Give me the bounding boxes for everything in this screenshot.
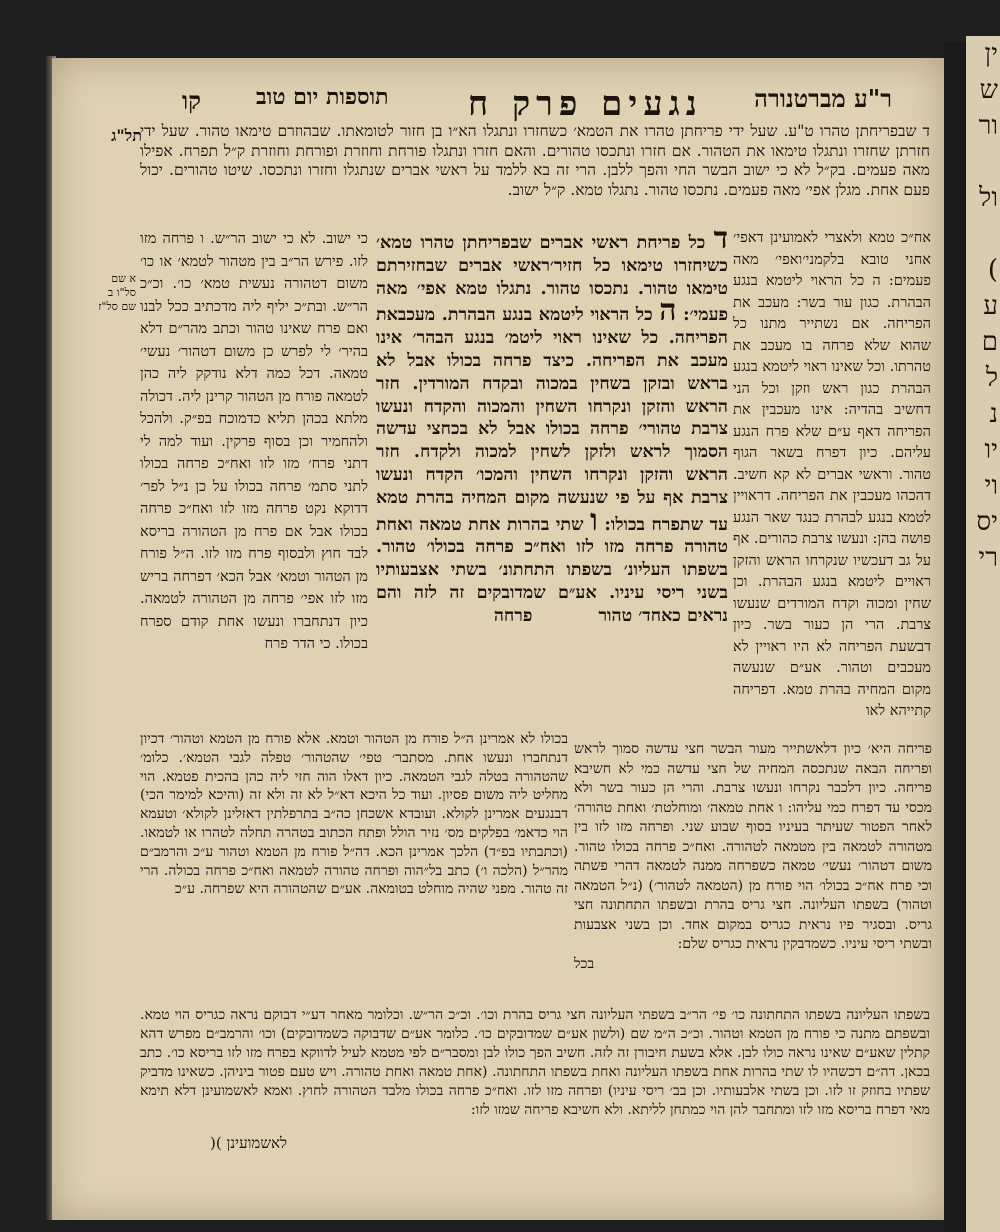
margin-note-top: תל"ג (111, 126, 142, 145)
header-right: ר"ע מברטנורה (754, 84, 892, 113)
commentary-top (140, 122, 930, 222)
commentary-left-text: כי ישוב. לא כי ישוב הר״ש. ו פרחה מזו לזו. פירש הר״ב בין מטהור לטמא׳ או כו׳ משום דטהורה נעשית טמא׳ כו׳. וכ״כ הר״ש. ובת״כ יליף ליה מדכתיב ככל לבנו ואם פרח שאינו טהור וכתב מהר״ם דלא בהיר׳ לי לפרש כן משום דטהור׳ נעשי׳ טמאה. דכל כמה דלא נודקק ליה כהן לטמאה פורח מן הטהור קרינן ליה. דכולה מלתא בכהן תליא כדמוכח בפ״ק. ולהכל ולהחמיר וכן בסוף פרקין. ועוד למה לי דתני פרח׳ מזו לזו ואח״כ פרחה בכולו לתני סתמ׳ פרחה בכולו על כן נ״ל לפר׳ דדוקא נקט פרחה מזו לזו ואח״כ פרחה בכולו אבל אם פרח מן הטהורה בריסא לבד חוץ ולבסוף פרח מזו לזו. ה״ל פורח מן הטהור וטמא׳ אבל הכא׳ דפרחה בריש מזו לזו אפי׳ פרחה מן הטהורה לטמאה. כיון דנתחברו ונעשו אחת קודם ספרח בכולו. כי הדר פרח (140, 231, 368, 652)
mishnah-paragraph (376, 228, 728, 628)
mishnah-text-3: שתי בהרות אחת טמאה ואחת טהורה פרחה מזו לזו ואח״כ פרחה בכולו׳ טהור. בשפתו העליונ׳ בשפתו התחתונ׳ בשתי אצבעותיו בשני ריסי עיניו. אע״ם שמדובקים זה לזה והם נראים כאחד׳ טהור (376, 514, 728, 626)
mishnah-catchword: פרחה (493, 605, 533, 626)
commentary-bottom-text: בשפתו העליונה בשפתו התחתונה כו׳ פי׳ הר״ב בשפתי העליונה חצי גריס בהרת וכו׳. וכ״כ הר״ש. וכלומר מאחר דע״י דבוקם נראה כגריס הוי טמא. ובשפתם מתנה כי פורח מן הטמא וטהור. וכ״כ ה״מ שם (ולשון אע״ם שמדובקים כו׳. כלומר אע״ם שדבוקה כשמדובקים) וכו׳ והרמב״ם מפרש דהא קתלין שאע״ם שאינו נראה כולו לבן. אלא בשעת חיבורן זה לזה. חשיב הפך כולו לבן ומסבר״ם לפי מטמא לעיל לדווקא בפרח מזו לזו בריסא כו׳. כתב בכאן. דה״ם דכשהיו לו שתי בהרות אחת בשפתו העליונה ואחת בשפתו התחתונה. (אחת טמאה ואחת טהורה. ויש טעם פטור ביניהן. כשאינו מדביק שפתיו בחוזק זו לזו. וכן בשתי אלבעותיו. וכן בב׳ ריסי עיניו) ופרחה מזו לזו. ואח״כ פרחה בכולו מלבד הטהורה לחוץ. ואמא לאשמועינן דלא תימא מאי דפרח בריסא מזו לזו ומתחבר להן הוי כמתחן לליתא. ולא חשיבא פריחה שמזו לזו: (140, 1007, 930, 1118)
mishnah-letter-2: ה (659, 293, 677, 329)
header-left: תוספות יום טוב (256, 84, 389, 110)
commentary-lower-right (574, 740, 932, 996)
header-center: נגעים פרק ח (468, 84, 703, 124)
mishnah-letter-1: ד (713, 228, 728, 256)
commentary-right (733, 228, 931, 738)
margin-note-side: א שם סל"ו ב שם סל"ז (98, 272, 136, 313)
mishnah-text-1: כל פריחת ראשי אברים שבפריחתן טהרו טמא׳ כשיחזרו טימאו כל חזיר׳ראשי אברים שבחזירתם טימאו טהור. נתכסו טהור. נתגלו טמא אפי׳ מאה פעמי׳: (376, 233, 728, 326)
commentary-top-text: ד שבפריחתן טהרו ט"ע. שעל ידי פריחתן טהרו את הטמא׳ כשחזרו ונתגלו הא״ו בן חזור לטומאתו. שבהוזרם טימאו טהור. שעל ידי חזרתן שחזרו ונתגלו טימאו את הטהור. אם חזרו ונתכסו טהורים. והאם חזרו ונתגלו פורחת וחוזרת ופורחת וחוזרת ק״ל תפרח. אפילו מאה פעמים. בק״ל לא כי ישוב הבשר החי והפך ללבן. הרי זה בא ללמד על ראשי אברים שנתגלו וחזרו ונתכסו. שיטו טהורים. יכול פעם אחת. מגלן אפי׳ מאה פעמים. נתכסו טהור. נתגלו טמא. ק״ל ישוב. (140, 122, 930, 199)
catchword-lower-right: בכל (574, 955, 595, 972)
end-catchword: לאשמועינן )( (210, 1134, 287, 1152)
commentary-left (140, 228, 368, 728)
commentary-lower-right-text: פריחה היא׳ כיון דלאשתייר מעור הבשר חצי עדשה סמוך לראש ופריחה הבאה שנתכסה המחיה של חצי עדשה כמי לא חשיבא פריחה. כיון דלכבר נקרחו ונעשו צרבת. והרי הן כעור בשר ולא מכסי עד דפרח כמי עליהו: ו אחת טמאה׳ ומוחלטת׳ ואחת טהורה׳ לאחר הפטור שעיתר בעיניו בסוף שבוע שני. ופרחה מזו לזו בין מטהורה לטמאה בין מטמאה לטהורה. ואח״כ פרחה בכולו טהור. משום דטהור׳ נעשי׳ טמאה כשפרחה ממנה לטמאה דהרי פשתה וכי פרח אח״כ בכולו׳ הוי פורח מן (הטמאה לטהור׳) (נ״ל הטמאה וטהור) בשפתו העליונה. חצי גריס בהרת ובשפתו התחתונה חצי גריס. ובסגיר פיו נראית כגריס במקום אחד. וכן בשני אצבעות ובשתי ריסי עיניו. כשמדבקין נראית כגריס שלם: (574, 741, 932, 952)
mishnah-text-2: כל הראוי ליטמא בנגע הבהרת. מעכבאת הפריחה. כל שאינו ראוי ליטמ׳ בנגע הבהר׳ אינו מעכב את הפריחה. כיצד פרחה בכולו אבל לא בראש ובזקן בשחין במכוה ובקדח המורדין. חזר הראש והזקן ונקרחו השחין והמכוה והקדח ונעשו צרבת טהורי׳ פרחה בכולו אבל לא בכחצי עדשה הסמוך לראש ולזקן לשחין למכוה ולקדח. חזר הראש והזקן ונקרחו השחין והמכו׳ הקדח ונעשו צרבת אף על פי שנעשה מקום המחיה בהרת טמא עד שתפרח בכולו: (376, 305, 728, 535)
facing-page-edge (966, 36, 1000, 1232)
commentary-right-text: אח״כ טמא ולאצרי לאמועינן דאפי׳ אחני טובא בלקמני׳ואפי׳ מאה פעמים: ה כל הראוי ליטמא בנגע הבהרת. כגון עור בשר: מעכב את הפריחה. אם נשתייר מתנו כל שהוא שלא פרחה בו מעכב את טהרתו. וכל שאינו ראוי ליטמא בנגע הבהרת כגון ראש וזקן וכל הני דחשיב בהדיה: אינו מעכבין את הפריחה דאף ע״ם שלא פרח הנגע עליהם. כיון דפרח בשאר הגוף טהור. וראשי אברים לא קא חשיב. דהכהו מעכבין את הפריחה. דראויין לטמא בנגע לבהרת כנגד שאר הנגע פושה בהן: ונעשו צרבת כהורים. אף על גב דעכשיו שנקרחו הראש והזקן ראויים ליטמא בנגע הבהרת. וכן שחין ומכוה וקדח המורדים שנעשו צרבת. הרי הן כעור בשר. כיון דבשעת הפריחה לא היו ראויין לא מעכבים וטהור. אע״ם שנעשה מקום המחיה בהרת טמא. דפריחה קתייהא לאו (733, 230, 931, 719)
commentary-bottom (140, 1006, 930, 1146)
facing-page-glyphs: ין ש ור ול ) ע ם ל נ יו וי יס רי (976, 39, 998, 573)
commentary-lower-left (140, 730, 568, 1000)
mishnah-letter-3: ו (590, 502, 598, 538)
mishnah-text (376, 228, 728, 728)
folio-number: קו (182, 86, 201, 115)
commentary-lower-left-text: בכולו לא אמרינן ה״ל פורח מן הטהור וטמא. אלא פורח מן הטמא וטהור׳ דכיון דנתחברו ונעשו אחת. מסתבר׳ טפי׳ שהטהור׳ טפלה לגבי הטמא׳. כלומ׳ שהטהורה בטלה לגבי הטמאה. כיון דאלו הוה חזי ליה כהן בהכית פטמא. הוי מחליט ליה משום פסיון. ועוד כל היכא דא״ל לא זה ולא זה (והיכא למימר הכי) דבנגעים אמרינן לקולא. ועובדא אשכחן כה״ב בתרפלתין דאזלינן לקולא׳ וטעמא הוי כדאמ׳ בפלקים מס׳ נזיר הולל ופתח הכתוב בטהרה תחלה לטהרו או לטמאו. (וכתבתיו בפ״ד) הלכך אמרינן הכא. דה״ל פורח מן הטמא וטהור ע״כ והרמב״ם מהר״ל (הלכה ו׳) כתב בל״הוה ופרחה טהורה לטמאה ואח״כ פרחה בכולה. הרי זה טהור. מפני שהיה מוחלט בטומאה. אע״ם שהטהורה היא שפרחה. ע״כ (140, 731, 568, 898)
